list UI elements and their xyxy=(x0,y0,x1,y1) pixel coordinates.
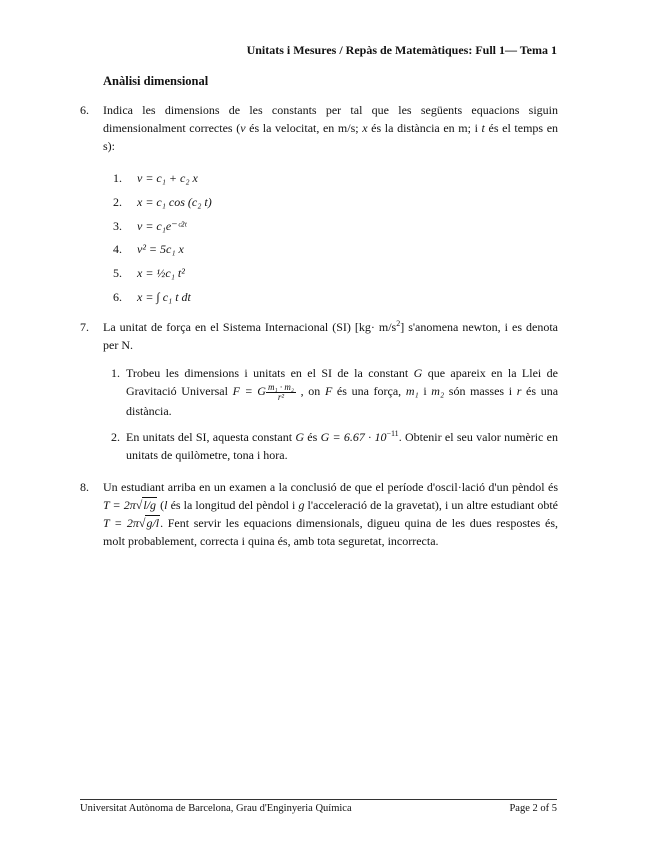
page-header: Unitats i Mesures / Repàs de Matemàtiques: Full 1— Tema 1 xyxy=(246,43,557,57)
problem-number: 6. xyxy=(80,103,89,117)
equation: v² = 5c₁ x xyxy=(137,242,184,257)
problem-number: 8. xyxy=(80,480,89,494)
list-item: 4. v² = 5c₁ x xyxy=(113,242,184,257)
fraction: $\frac{\text{m₁ · m₂}}{\text{r²}}$ xyxy=(267,382,294,402)
subproblem-1: 1. Trobeu les dimensions i unitats en el SI de la constant G que apareix en la Llei de Gravitació Universal F = G $\frac{\text{m₁ · m₂}}{\text{r²}}$ , on F és una força, m₁ i m₂ són masses i r és una distància. xyxy=(111,366,559,418)
section-title: Anàlisi dimensional xyxy=(103,74,209,88)
sqrt-icon: √ xyxy=(135,498,143,512)
problem-7 xyxy=(80,318,558,464)
problem-number: 7. xyxy=(80,320,89,334)
subproblem-2: 2. En unitats del SI, aquesta constant G és $G = 6.67 \cdot 10^{-11}$. Obtenir el seu valor numèric en unitats de quilòmetre, tona i hora. xyxy=(111,429,558,462)
list-item: 3. v = c₁e⁻ᶜ²ᵗ xyxy=(113,218,187,233)
problem-6 xyxy=(80,101,558,312)
sqrt-icon: √ xyxy=(138,516,146,530)
page-number: Page 2 of 5 xyxy=(509,803,557,814)
equation: x = ½c₁ t² xyxy=(137,266,185,281)
problem-text: Un estudiant arriba en un examen a la conclusió de que el període d'oscil·lació d'un pèndol és T = 2π√l/g (l és la longitud del pèndol i g l'acceleració de la gravetat), i un altre estudiant obté T = 2π√g/l. Fent servir les equacions dimensionals, digueu quina de les dues respostes és, molt probablement, correcta i quina és, amb tota seguretat, incorrecta. xyxy=(103,480,559,548)
equation: v = c₁e⁻ᶜ²ᵗ xyxy=(137,218,187,233)
equation-list xyxy=(103,169,558,312)
problem-text: La unitat de força en el Sistema Internacional (SI) $[kg\cdot m/s^2]$ s'anomena newton, i es denota per N. xyxy=(103,319,558,352)
problem-text: Indica les dimensions de les constants per tal que les següents equacions siguin dimensionalment correctes (v és la velocitat, en m/s; x és la distància en m; i t és el temps en s): xyxy=(103,103,559,153)
list-item: 5. x = ½c₁ t² xyxy=(113,266,185,281)
list-item: 2. x = c₁ cos (c₂ t) xyxy=(113,194,212,209)
list-item: 6. x = ∫ c₁ t dt xyxy=(113,289,191,304)
footer-institution: Universitat Autònoma de Barcelona, Grau d'Enginyeria Química xyxy=(80,803,352,814)
problem-8 xyxy=(80,478,558,550)
list-item: 1. v = c₁ + c₂ x xyxy=(113,171,198,185)
equation: x = c₁ cos (c₂ t) xyxy=(137,194,212,209)
formula: F = G xyxy=(232,384,266,398)
equation: v = c₁ + c₂ x xyxy=(137,171,198,185)
equation: x = ∫ c₁ t dt xyxy=(137,289,191,304)
footer-divider xyxy=(80,799,557,800)
